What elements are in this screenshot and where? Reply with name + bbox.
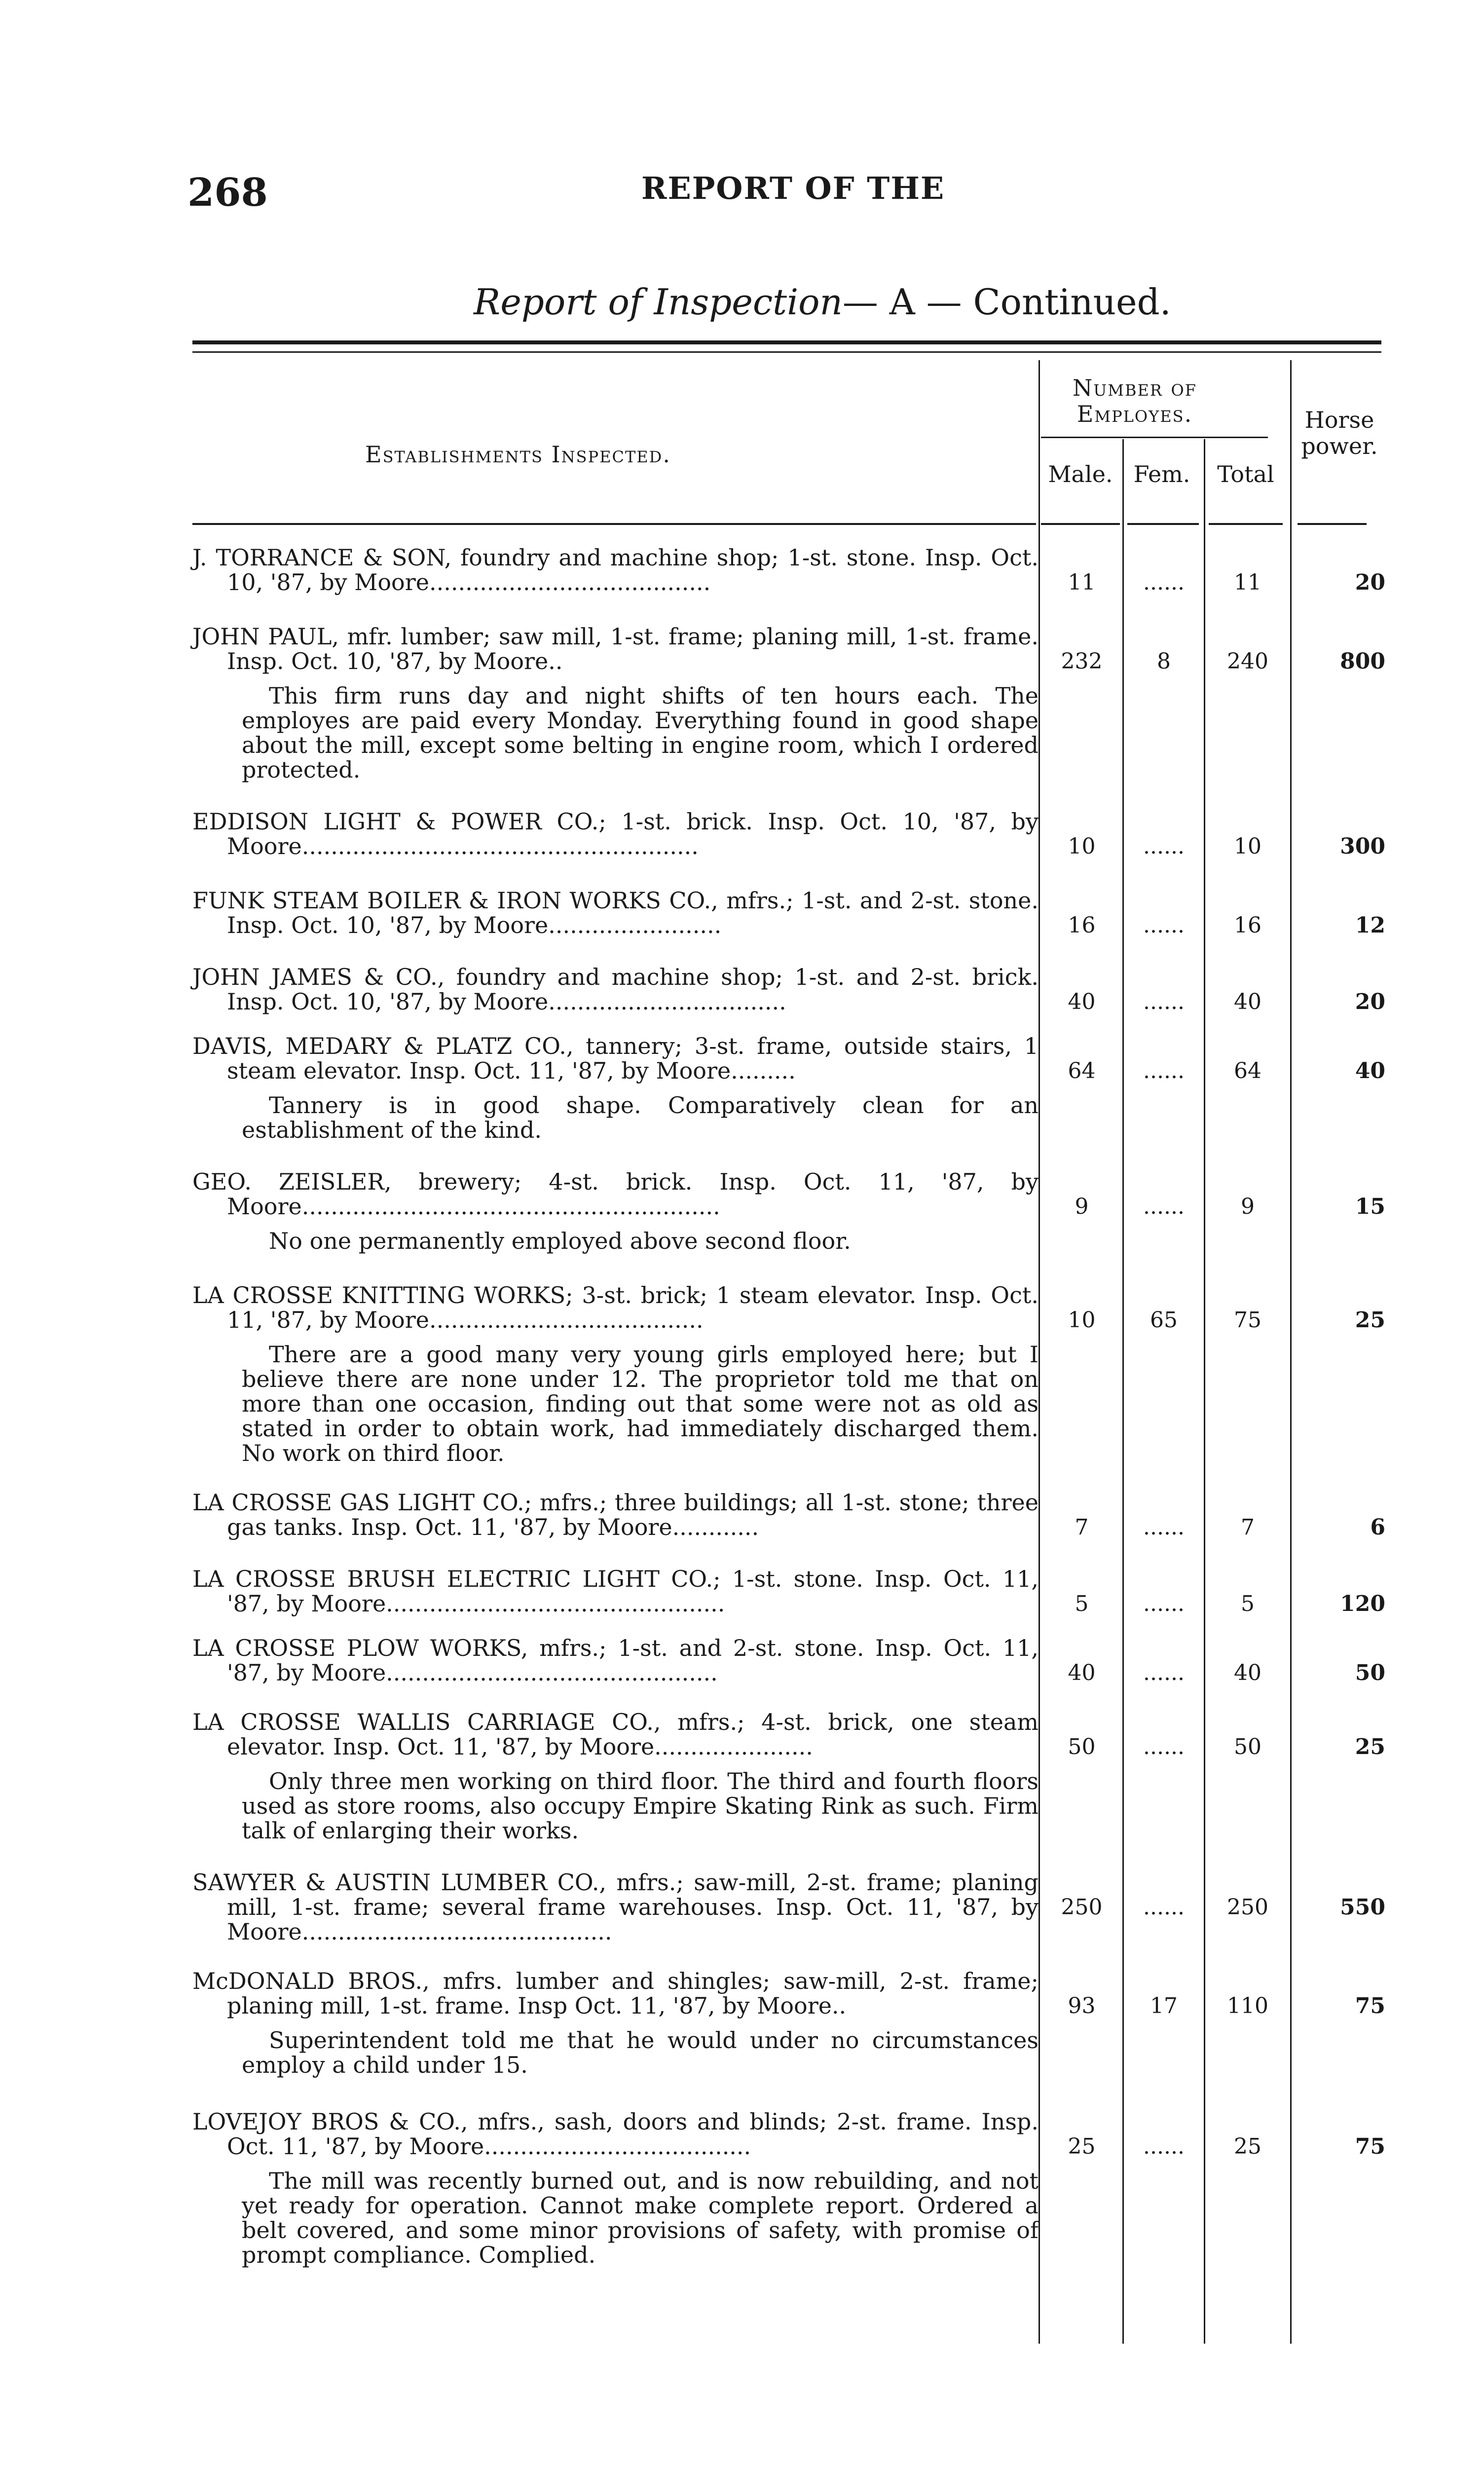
horse-power-value: 75 — [1355, 1993, 1385, 2018]
total-count: 64 — [1234, 1058, 1261, 1084]
entry-note: Tannery is in good shape. Comparatively clean for an establishment of the kind. — [242, 1092, 1039, 1143]
entry-note: The mill was recently burned out, and is now rebuilding, and not yet ready for operation. Cannot make complete report. Ordered a belt covered, and some minor provisions of safety, with promise of prompt compliance. Complied. — [242, 2168, 1039, 2268]
total-count: 7 — [1241, 1515, 1255, 1540]
male-count: 232 — [1061, 649, 1103, 674]
entry-note: This firm runs day and night shifts of ten hours each. The employes are paid every Monday. Everything found in good shape about the mill, except some belting in engine room, which I ordered protected. — [242, 682, 1039, 783]
entry-text: DAVIS, MEDARY & PLATZ CO., tannery; 3-st. frame, outside stairs, 1 steam elevator. Insp. Oct. 11, '87, by Moore......... — [192, 1033, 1039, 1084]
top-rule-thick — [192, 340, 1381, 344]
male-count: 50 — [1068, 1734, 1096, 1759]
horse-power-value: 25 — [1355, 1734, 1385, 1759]
fem-count: ...... — [1143, 1515, 1185, 1540]
total-count: 16 — [1234, 913, 1261, 938]
horse-power-value: 50 — [1355, 1660, 1385, 1685]
male-count: 5 — [1075, 1591, 1089, 1616]
total-count: 240 — [1227, 649, 1268, 674]
male-count: 40 — [1068, 1660, 1096, 1685]
horse-power-value: 15 — [1355, 1194, 1385, 1219]
male-count: 40 — [1068, 989, 1096, 1014]
horse-power-header: Horse power. — [1301, 407, 1378, 459]
male-count: 64 — [1068, 1058, 1096, 1084]
total-count: 5 — [1241, 1591, 1255, 1616]
horse-power-value: 120 — [1340, 1591, 1385, 1616]
subtitle-rest: — A — Continued. — [842, 281, 1171, 323]
entry-note: No one permanently employed above second floor. — [269, 1228, 851, 1254]
entry — [192, 965, 1039, 1014]
entry — [192, 1969, 1039, 2077]
entry — [192, 1169, 1039, 1253]
entry-text: LA CROSSE WALLIS CARRIAGE CO., mfrs.; 4-st. brick, one steam elevator. Insp. Oct. 11, '87, by Moore...................... — [192, 1709, 1039, 1760]
total-count: 9 — [1241, 1194, 1255, 1219]
employes-group-header: Number of Employes. — [1072, 374, 1197, 427]
horse-power-value: 40 — [1355, 1058, 1385, 1084]
horse-power-value: 75 — [1355, 2134, 1385, 2159]
total-count: 110 — [1227, 1993, 1268, 2018]
entry-text: LA CROSSE KNITTING WORKS; 3-st. brick; 1 steam elevator. Insp. Oct. 11, '87, by Moore...................................... — [192, 1282, 1039, 1333]
fem-header: Fem. — [1133, 461, 1190, 487]
male-count: 7 — [1075, 1515, 1089, 1540]
total-count: 25 — [1234, 2134, 1261, 2159]
horse-power-value: 20 — [1355, 989, 1385, 1014]
fem-count: ...... — [1143, 1194, 1185, 1219]
entry-text: LOVEJOY BROS & CO., mfrs., sash, doors and blinds; 2-st. frame. Insp. Oct. 11, '87, by Moore..................................... — [192, 2108, 1039, 2160]
entry — [192, 1567, 1039, 1616]
entry — [192, 2109, 1039, 2267]
header-underline-male — [1041, 523, 1120, 525]
entry-text: JOHN JAMES & CO., foundry and machine shop; 1-st. and 2-st. brick. Insp. Oct. 10, '87, by Moore................................. — [192, 964, 1039, 1015]
header-underline-establishments — [192, 523, 1036, 525]
horse-power-value: 20 — [1355, 570, 1385, 595]
page-number: 268 — [187, 170, 268, 215]
entry-note: There are a good many very young girls employed here; but I believe there are none under 12. The proprietor told me that on more than one occasion, finding out that some were not as old as stated in order to obtain work, had immediately discharged them. No work on third floor. — [242, 1341, 1039, 1466]
male-count: 10 — [1068, 1308, 1096, 1333]
entry — [192, 1034, 1039, 1142]
horse-power-value: 6 — [1370, 1515, 1385, 1540]
entry-text: LA CROSSE PLOW WORKS, mfrs.; 1-st. and 2-st. stone. Insp. Oct. 11, '87, by Moore.............................................. — [192, 1635, 1039, 1686]
total-count: 50 — [1234, 1734, 1261, 1759]
male-count: 9 — [1075, 1194, 1089, 1219]
col-line-3 — [1204, 439, 1205, 2344]
male-header: Male. — [1048, 461, 1113, 487]
running-head: REPORT OF THE — [641, 170, 945, 206]
entry — [192, 1636, 1039, 1685]
total-count: 40 — [1234, 1660, 1261, 1685]
male-count: 11 — [1068, 570, 1096, 595]
total-count: 75 — [1234, 1308, 1261, 1333]
fem-count: ...... — [1143, 2134, 1185, 2159]
entry-note: Only three men working on third floor. The third and fourth floors used as store rooms, also occupy Empire Skating Rink as such. Firm talk of enlarging their works. — [242, 1768, 1039, 1844]
entry-text: LA CROSSE BRUSH ELECTRIC LIGHT CO.; 1-st. stone. Insp. Oct. 11, '87, by Moore............................................... — [192, 1566, 1039, 1617]
entry — [192, 809, 1039, 859]
horse-power-value: 800 — [1340, 649, 1385, 674]
fem-count: ...... — [1143, 989, 1185, 1014]
entry-text: EDDISON LIGHT & POWER CO.; 1-st. brick. Insp. Oct. 10, '87, by Moore....................................................... — [192, 808, 1039, 860]
col-line-2 — [1122, 439, 1124, 2344]
entry-text: JOHN PAUL, mfr. lumber; saw mill, 1-st. frame; planing mill, 1-st. frame. Insp. Oct. 10, '87, by Moore.. — [192, 623, 1039, 674]
fem-count: 8 — [1157, 649, 1171, 674]
entry-note: Superintendent told me that he would under no circumstances employ a child under 15. — [242, 2027, 1039, 2078]
col-line-1 — [1039, 360, 1040, 2344]
horse-power-value: 300 — [1340, 834, 1385, 859]
entry — [192, 624, 1039, 782]
male-count: 93 — [1068, 1993, 1096, 2018]
employes-group-rule — [1041, 437, 1268, 438]
entry-text: SAWYER & AUSTIN LUMBER CO., mfrs.; saw-mill, 2-st. frame; planing mill, 1-st. frame; several frame warehouses. Insp. Oct. 11, '87, by Moore........................................... — [192, 1869, 1039, 1945]
total-count: 10 — [1234, 834, 1261, 859]
header-underline-fem — [1127, 523, 1199, 525]
entry — [192, 1870, 1039, 1944]
fem-count: ...... — [1143, 570, 1185, 595]
fem-count: ...... — [1143, 1591, 1185, 1616]
header-underline-hp — [1298, 523, 1367, 525]
total-count: 250 — [1227, 1895, 1268, 1920]
fem-count: ...... — [1143, 834, 1185, 859]
entry-text: McDONALD BROS., mfrs. lumber and shingles; saw-mill, 2-st. frame; planing mill, 1-st. frame. Insp Oct. 11, '87, by Moore.. — [192, 1968, 1039, 2019]
fem-count: 65 — [1150, 1308, 1178, 1333]
top-rule-thin — [192, 351, 1381, 353]
establishments-header: Establishments Inspected. — [365, 441, 671, 468]
entry-text: J. TORRANCE & SON, foundry and machine shop; 1-st. stone. Insp. Oct. 10, '87, by Moore....................................... — [192, 544, 1039, 596]
male-count: 25 — [1068, 2134, 1096, 2159]
horse-power-value: 25 — [1355, 1308, 1385, 1333]
fem-count: ...... — [1143, 913, 1185, 938]
entry-text: GEO. ZEISLER, brewery; 4-st. brick. Insp. Oct. 11, '87, by Moore.......................................................... — [192, 1168, 1039, 1220]
subtitle-italic: Report of Inspection — [474, 281, 843, 323]
male-count: 250 — [1061, 1895, 1103, 1920]
entry — [192, 888, 1039, 937]
fem-count: 17 — [1150, 1993, 1178, 2018]
male-count: 10 — [1068, 834, 1096, 859]
entry — [192, 1283, 1039, 1465]
horse-power-value: 550 — [1340, 1895, 1385, 1920]
total-header: Total — [1217, 461, 1274, 487]
horse-power-value: 12 — [1355, 913, 1385, 938]
male-count: 16 — [1068, 913, 1096, 938]
entry — [192, 1490, 1039, 1539]
total-count: 40 — [1234, 989, 1261, 1014]
fem-count: ...... — [1143, 1058, 1185, 1084]
subtitle — [474, 281, 1171, 323]
header-underline-total — [1209, 523, 1283, 525]
fem-count: ...... — [1143, 1660, 1185, 1685]
entry — [192, 1710, 1039, 1843]
entry-text: FUNK STEAM BOILER & IRON WORKS CO., mfrs.; 1-st. and 2-st. stone. Insp. Oct. 10, '87, by Moore........................ — [192, 887, 1039, 938]
fem-count: ...... — [1143, 1895, 1185, 1920]
total-count: 11 — [1234, 570, 1261, 595]
entry-text: LA CROSSE GAS LIGHT CO.; mfrs.; three buildings; all 1-st. stone; three gas tanks. Insp. Oct. 11, '87, by Moore............ — [192, 1489, 1039, 1540]
fem-count: ...... — [1143, 1734, 1185, 1759]
entry — [192, 545, 1039, 595]
